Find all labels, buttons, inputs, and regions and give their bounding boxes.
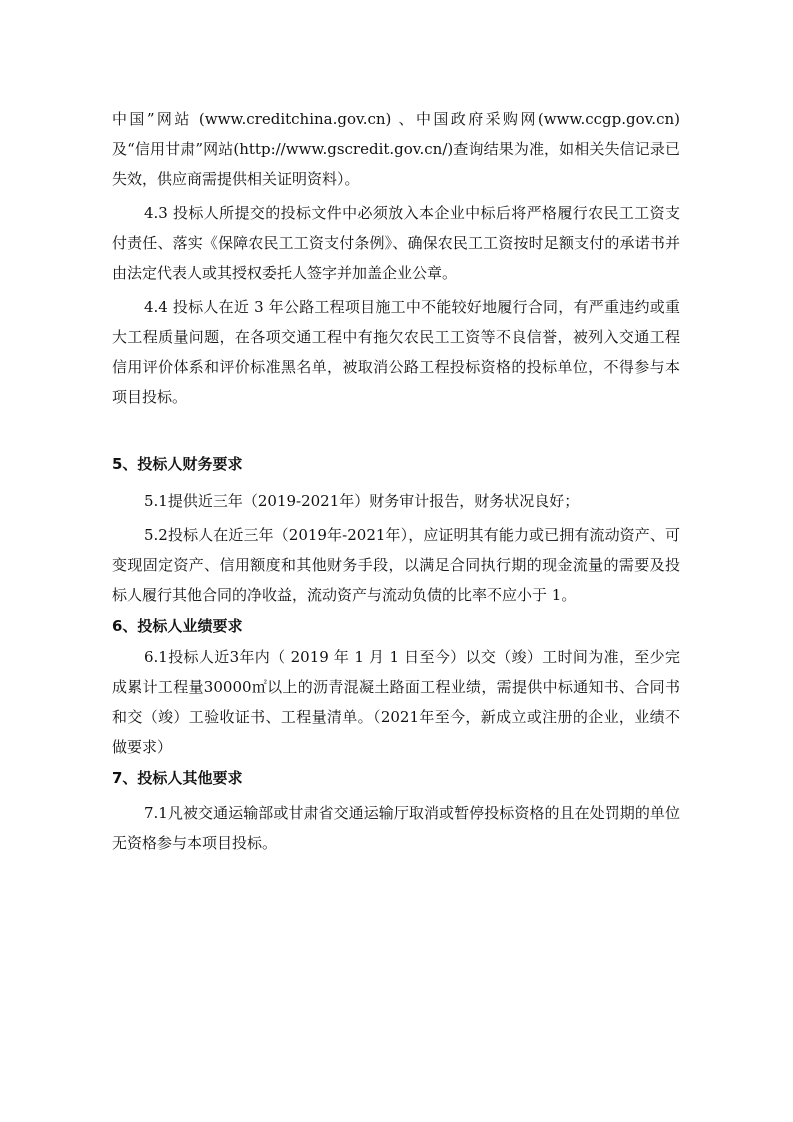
heading-financial-requirements: 5、投标人财务要求 [112,455,243,473]
paragraph-5-2: 5.2投标人在近三年（2019年-2021年），应证明其有能力或已拥有流动资产、可变现固定资产、信用额度和其他财务手段，以满足合同执行期的现金流量的需要及投标人履行其他合同的净收益，流动资产与流动负债的比率不应小于 1。 [112,526,680,604]
document-body [112,104,680,858]
paragraph-7-1: 7.1凡被交通运输部或甘肃省交通运输厅取消或暂停投标资格的且在处罚期的单位无资格参与本项目投标。 [112,804,680,852]
paragraph-credit-query: 中国”网站 (www.creditchina.gov.cn) 、中国政府采购网(www.ccgp.gov.cn) 及“信用甘肃”网站(http://www.gscredit.gov.cn/)查询结果为准，如相关失信记录已失效，供应商需提供相关证明资料）。 [112,110,680,188]
paragraph-5-1: 5.1提供近三年（2019-2021年）财务审计报告，财务状况良好； [144,492,580,510]
paragraph-4-4: 4.4 投标人在近 3 年公路工程项目施工中不能较好地履行合同，有严重违约或重大工程质量问题，在各项交通工程中有拖欠农民工工资等不良信誉，被列入交通工程信用评价体系和评价标准黑名单，被取消公路工程投标资格的投标单位，不得参与本项目投标。 [112,298,680,406]
heading-other-requirements: 7、投标人其他要求 [112,769,243,787]
paragraph-6-1: 6.1投标人近3年内（ 2019 年 1 月 1 日至今）以交（竣）工时间为准，至少完成累计工程量30000㎡以上的沥青混凝土路面工程业绩，需提供中标通知书、合同书和交（竣）工验收证书、工程量清单。（2021年至今，新成立或注册的企业，业绩不做要求） [112,648,680,756]
heading-performance-requirements: 6、投标人业绩要求 [112,617,243,635]
paragraph-4-3: 4.3 投标人所提交的投标文件中必须放入本企业中标后将严格履行农民工工资支付责任、落实《保障农民工工资支付条例》、确保农民工工资按时足额支付的承诺书并由法定代表人或其授权委托人签字并加盖企业公章。 [112,204,680,282]
